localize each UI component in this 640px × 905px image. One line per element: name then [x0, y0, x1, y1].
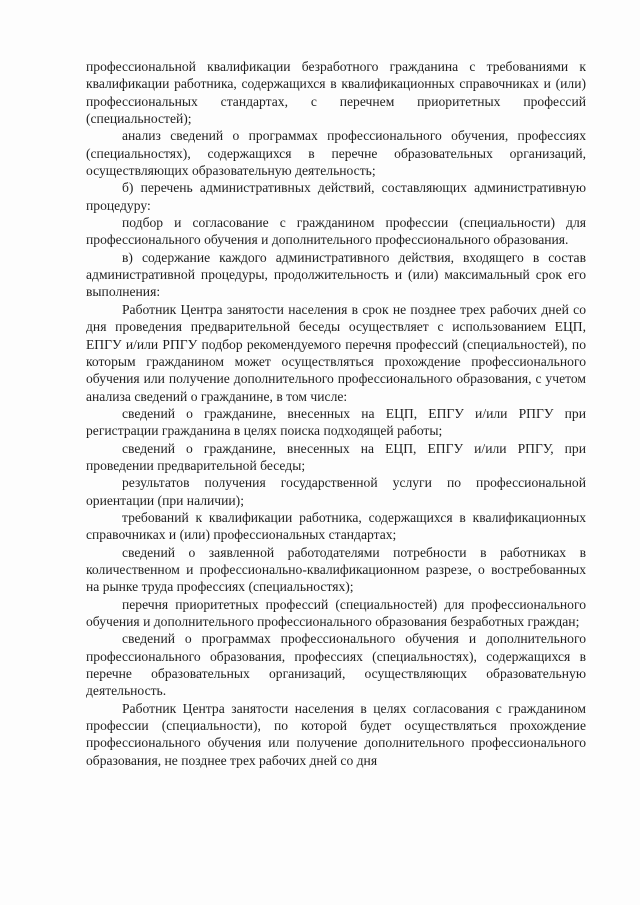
- paragraph-info-registration: сведений о гражданине, внесенных на ЕЦП, ЕПГУ и/или РПГУ при регистрации гражданина в целях поиска подходящей работы;: [86, 405, 586, 439]
- paragraph-continuation: профессиональной квалификации безработного гражданина с требованиями к квалификации работника, содержащихся в квалификационных справочниках и (или) профессиональных стандартах, с перечнем приоритетных профессий (специальностей);: [86, 59, 586, 127]
- paragraph-agreement: Работник Центра занятости населения в целях согласования с гражданином профессии (специальности), по которой будет осуществляться прохождение профессионального обучения или получение дополнительного профессионального образования, не позднее трех рабочих дней со дня: [86, 700, 586, 768]
- paragraph-item-c: в) содержание каждого административного действия, входящего в состав административной процедуры, продолжительность и (или) максимальный срок его выполнения:: [86, 249, 586, 300]
- paragraph-info-interview: сведений о гражданине, внесенных на ЕЦП, ЕПГУ и/или РПГУ, при проведении предварительной беседы;: [86, 440, 586, 473]
- document-body: [86, 58, 586, 769]
- paragraph-selection: подбор и согласование с гражданином профессии (специальности) для профессионального обучения и дополнительного профессионального образования.: [86, 215, 586, 248]
- paragraph-employer-demand: сведений о заявленной работодателями потребности в работниках в количественном и профессионально-квалификационном разрезе, о востребованных на рынке труда профессиях (специальностях);: [86, 544, 586, 595]
- paragraph-priority-professions: перечня приоритетных профессий (специальностей) для профессионального обучения и дополнительного профессионального образования безработных граждан;: [86, 596, 586, 629]
- paragraph-program-info: сведений о программах профессионального обучения и дополнительного профессионального образования, профессиях (специальностях), содержащихся в перечне образовательных организаций, осуществляющих образовательную деятельность.: [86, 631, 586, 699]
- paragraph-qualification-requirements: требований к квалификации работника, содержащихся в квалификационных справочниках и (или) профессиональных стандартах;: [86, 509, 586, 543]
- paragraph-employee-duties: Работник Центра занятости населения в срок не позднее трех рабочих дней со дня проведения предварительной беседы осуществляет с использованием ЕЦП, ЕПГУ и/или РПГУ подбор рекомендуемого перечня профессий (специальностей), по которым гражданином может осуществляться прохождение профессионального обучения или получение дополнительного профессионального образования, с учетом анализа сведений о гражданине, в том числе:: [86, 301, 586, 404]
- paragraph-orientation-results: результатов получения государственной услуги по профессиональной ориентации (при наличии);: [86, 475, 586, 508]
- paragraph-analysis-programs: анализ сведений о программах профессионального обучения, профессиях (специальностях), содержащихся в перечне образовательных организаций, осуществляющих образовательную деятельность;: [86, 128, 586, 179]
- paragraph-item-b: б) перечень административных действий, составляющих административную процедуру:: [86, 180, 586, 213]
